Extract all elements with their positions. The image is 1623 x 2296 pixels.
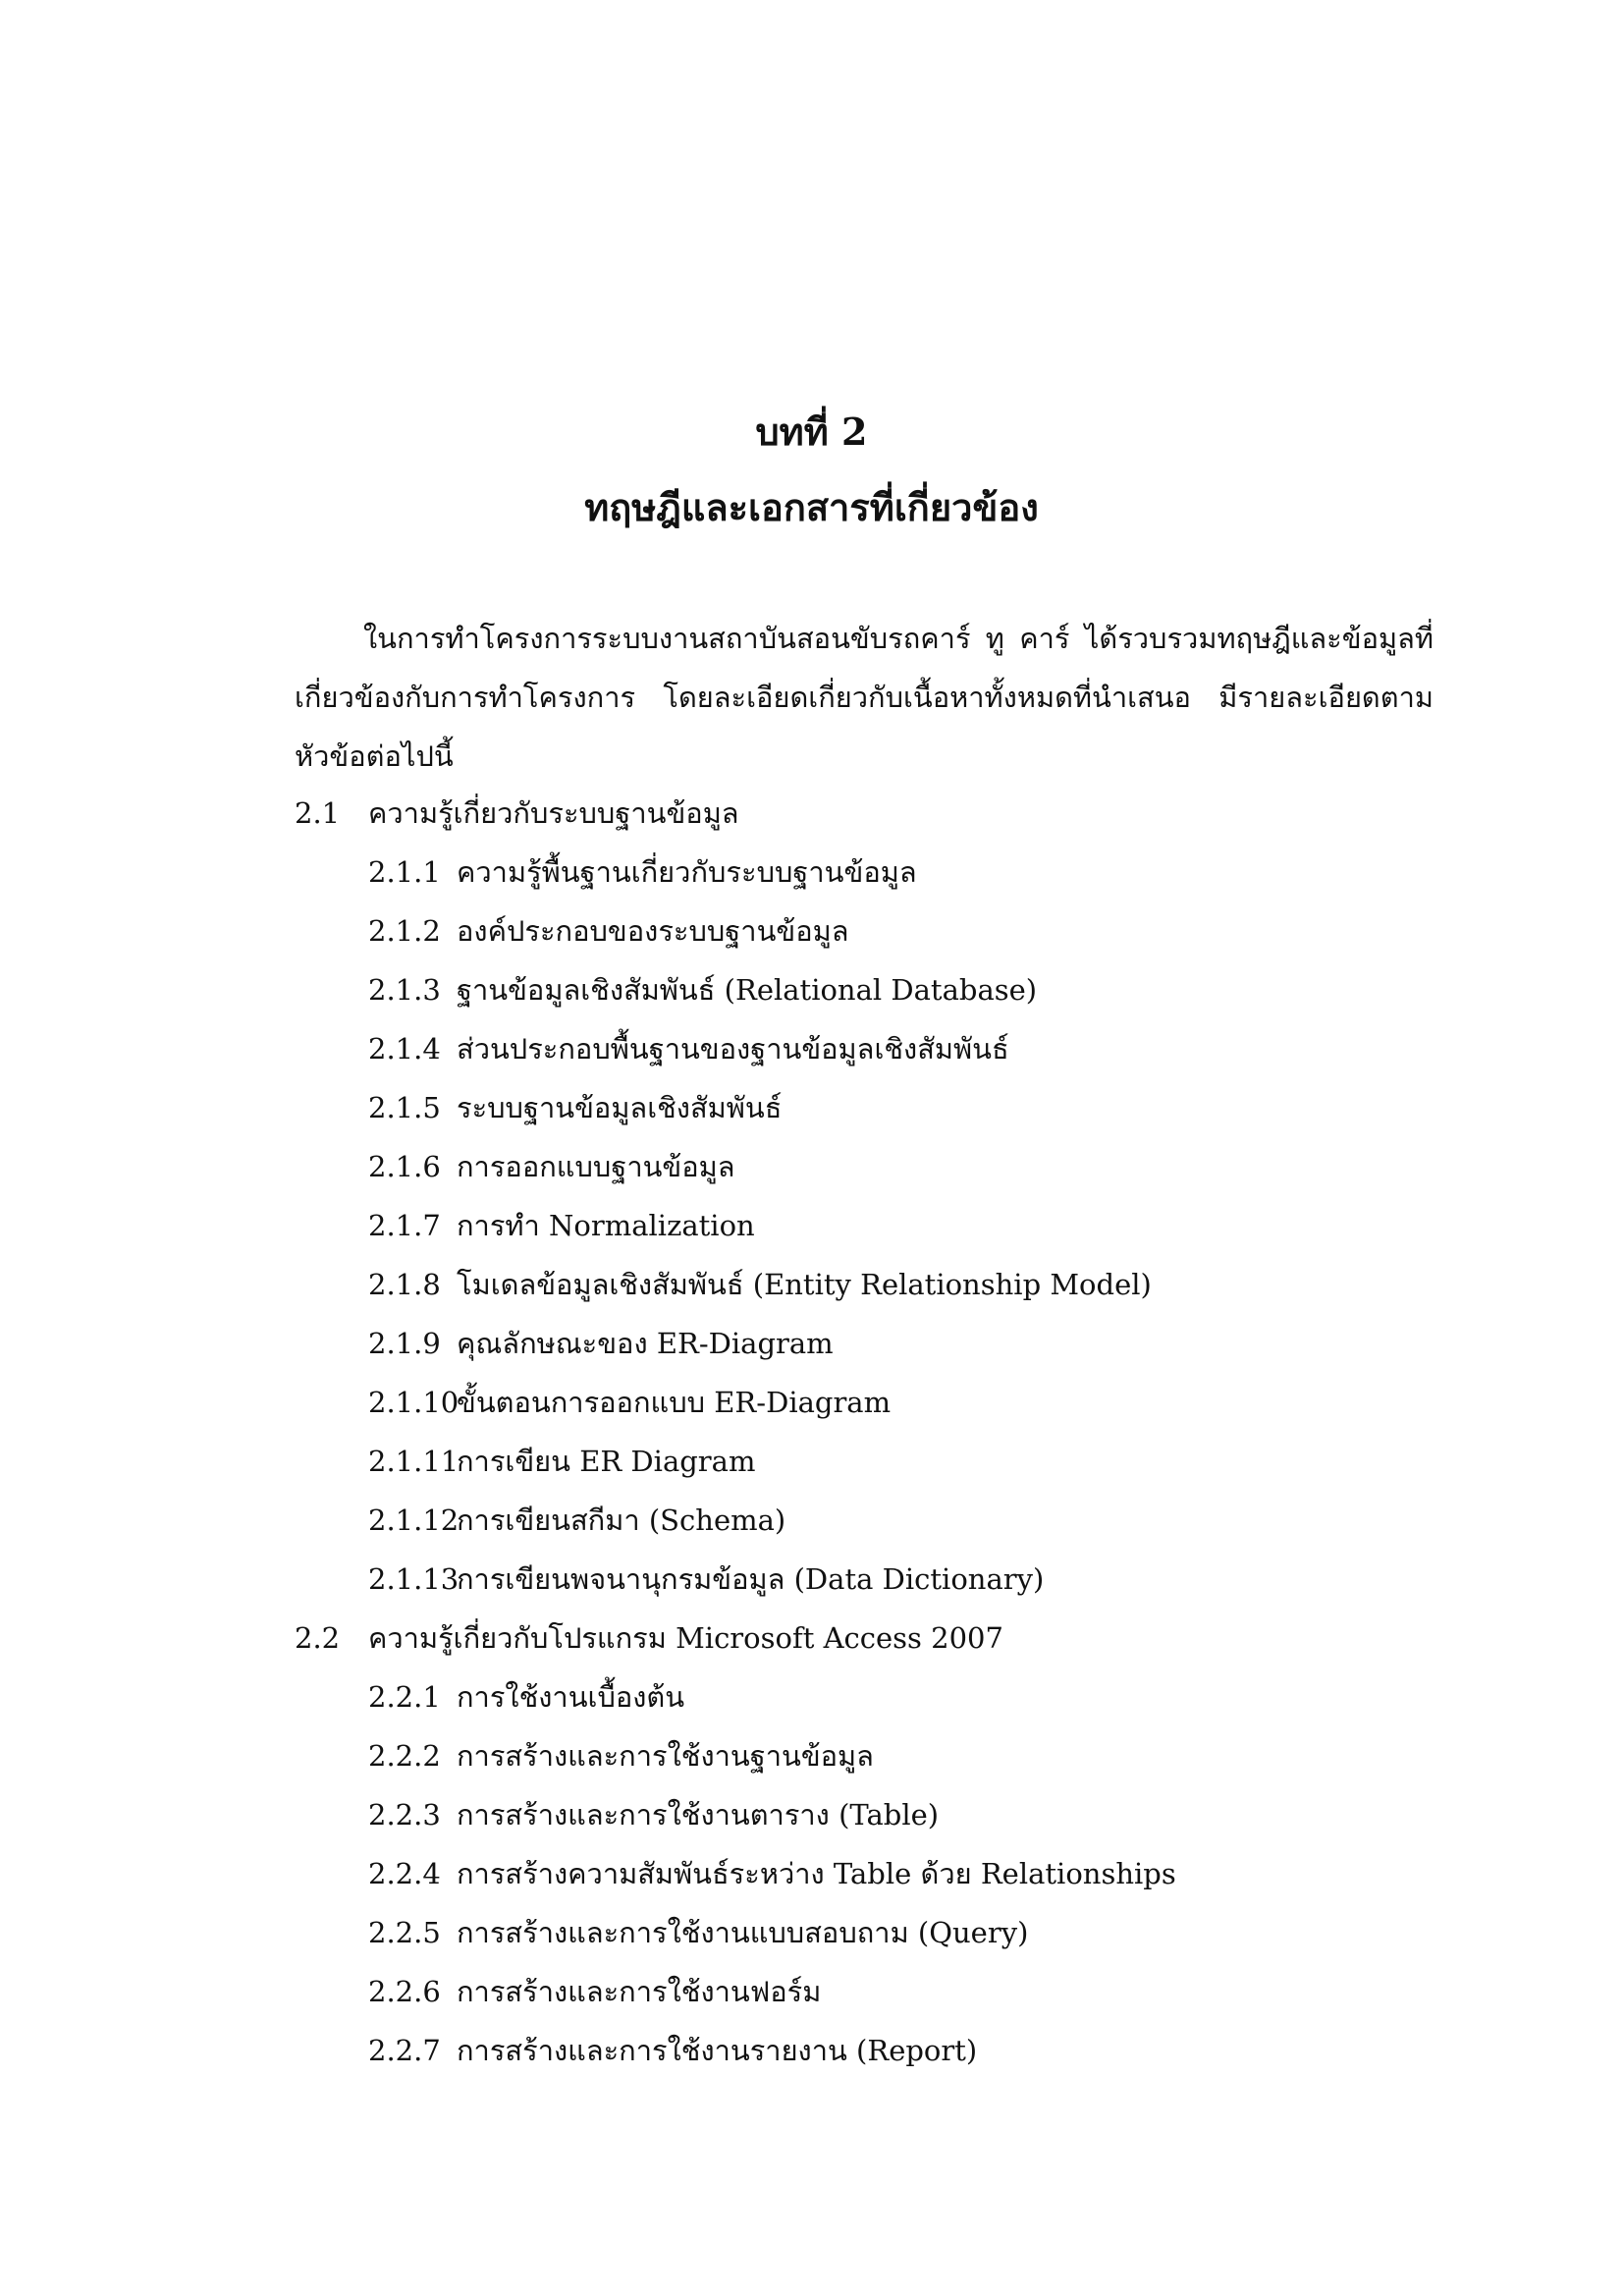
toc-subsection	[295, 1196, 1473, 1255]
toc-title: การสร้างและการใช้งานฟอร์ม	[457, 1975, 822, 2008]
toc-title: การสร้างและการใช้งานตาราง (Table)	[457, 1798, 940, 1831]
toc-title: โมเดลข้อมูลเชิงสัมพันธ์ (Entity Relationship Model)	[457, 1268, 1152, 1301]
toc-title: ระบบฐานข้อมูลเชิงสัมพันธ์	[457, 1091, 783, 1124]
toc-subsection	[295, 1550, 1473, 1609]
toc-number: 2.1.7	[368, 1209, 441, 1242]
toc-subsection	[295, 1314, 1473, 1373]
toc-section	[295, 1609, 1473, 1667]
toc-title: การสร้างและการใช้งานรายงาน (Report)	[457, 2034, 978, 2067]
toc-number: 2.2.3	[368, 1798, 441, 1831]
table-of-contents	[295, 784, 1473, 2080]
toc-number: 2.1.8	[368, 1268, 441, 1301]
intro-paragraph	[295, 609, 1434, 786]
toc-subsection	[295, 1962, 1473, 2021]
toc-number: 2.1.9	[368, 1327, 441, 1360]
toc-subsection	[295, 1491, 1473, 1550]
toc-title: การใช้งานเบื้องต้น	[457, 1680, 685, 1714]
toc-number: 2.1	[295, 796, 341, 830]
toc-title: การเขียนสกีมา (Schema)	[457, 1503, 786, 1537]
toc-number: 2.2.4	[368, 1857, 441, 1890]
toc-title: องค์ประกอบของระบบฐานข้อมูล	[457, 914, 849, 948]
toc-number: 2.2.6	[368, 1975, 441, 2008]
intro-text: ในการทำโครงการระบบงานสถาบันสอนขับรถคาร์ ทู คาร์ ได้รวบรวมทฤษฎีและข้อมูลที่เกี่ยวข้องกับการทำโครงการ โดยละเอียดเกี่ยวกับเนื้อหาทั้งหมดที่นำเสนอ มีรายละเอียดตามหัวข้อต่อไปนี้	[295, 622, 1434, 773]
toc-title: การสร้างและการใช้งานแบบสอบถาม (Query)	[457, 1916, 1029, 1949]
toc-title: ความรู้พื้นฐานเกี่ยวกับระบบฐานข้อมูล	[457, 855, 917, 889]
toc-subsection	[295, 1255, 1473, 1314]
toc-subsection	[295, 843, 1473, 902]
toc-number: 2.2.5	[368, 1916, 441, 1949]
toc-title: การเขียนพจนานุกรมข้อมูล (Data Dictionary)	[457, 1562, 1045, 1596]
toc-subsection	[295, 1726, 1473, 1785]
toc-subsection	[295, 1667, 1473, 1726]
toc-title: การสร้างความสัมพันธ์ระหว่าง Table ด้วย Relationships	[457, 1857, 1176, 1890]
toc-number: 2.1.5	[368, 1091, 441, 1124]
toc-subsection	[295, 1844, 1473, 1903]
toc-subsection	[295, 1137, 1473, 1196]
toc-number: 2.1.13	[368, 1562, 460, 1596]
toc-title: การสร้างและการใช้งานฐานข้อมูล	[457, 1739, 874, 1773]
toc-number: 2.1.10	[368, 1386, 460, 1419]
toc-title: การทำ Normalization	[457, 1209, 755, 1242]
toc-subsection	[295, 1373, 1473, 1432]
toc-title: ความรู้เกี่ยวกับโปรแกรม Microsoft Access 2007	[368, 1621, 1003, 1655]
toc-subsection	[295, 1785, 1473, 1844]
toc-number: 2.1.12	[368, 1503, 460, 1537]
toc-subsection	[295, 2021, 1473, 2080]
toc-title: ขั้นตอนการออกแบบ ER-Diagram	[457, 1386, 892, 1419]
toc-title: ฐานข้อมูลเชิงสัมพันธ์ (Relational Database)	[457, 973, 1038, 1007]
toc-number: 2.2.1	[368, 1680, 441, 1714]
toc-number: 2.1.1	[368, 855, 441, 889]
toc-title: การเขียน ER Diagram	[457, 1445, 756, 1478]
toc-number: 2.2.2	[368, 1739, 441, 1773]
toc-number: 2.2	[295, 1621, 341, 1655]
toc-number: 2.1.4	[368, 1032, 441, 1066]
toc-title: การออกแบบฐานข้อมูล	[457, 1150, 735, 1183]
chapter-number: บทที่ 2	[755, 410, 868, 454]
toc-subsection	[295, 1019, 1473, 1078]
toc-section	[295, 784, 1473, 843]
chapter-title: ทฤษฎีและเอกสารที่เกี่ยวข้อง	[584, 485, 1039, 529]
toc-subsection	[295, 1903, 1473, 1962]
toc-number: 2.1.2	[368, 914, 441, 948]
toc-title: ส่วนประกอบพื้นฐานของฐานข้อมูลเชิงสัมพันธ์	[457, 1032, 1009, 1066]
toc-subsection	[295, 1432, 1473, 1491]
toc-title: คุณลักษณะของ ER-Diagram	[457, 1327, 834, 1360]
toc-title: ความรู้เกี่ยวกับระบบฐานข้อมูล	[368, 796, 739, 830]
toc-number: 2.1.3	[368, 973, 441, 1007]
toc-subsection	[295, 1078, 1473, 1137]
toc-subsection	[295, 960, 1473, 1019]
toc-number: 2.2.7	[368, 2034, 441, 2067]
toc-number: 2.1.6	[368, 1150, 441, 1183]
toc-number: 2.1.11	[368, 1445, 460, 1478]
toc-subsection	[295, 902, 1473, 960]
